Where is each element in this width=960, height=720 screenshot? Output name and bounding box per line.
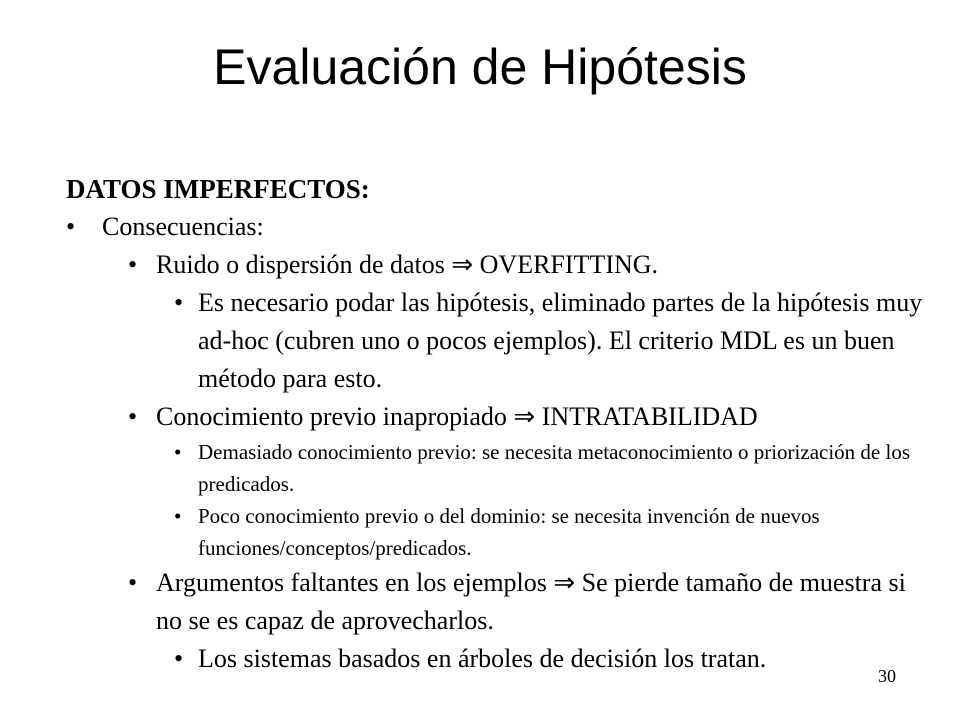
bullet-marker: • — [174, 644, 184, 673]
bullet-level3 — [66, 500, 936, 564]
bullet-marker: • — [128, 568, 138, 597]
bullet-text: Los sistemas basados en árboles de decisión los tratan. — [198, 644, 767, 673]
bullet-level1 — [66, 208, 936, 246]
bullet-marker: • — [128, 402, 138, 431]
bullet-text: Ruido o dispersión de datos ⇒ OVERFITTING. — [156, 250, 659, 279]
bullet-level2 — [66, 246, 936, 284]
slide-title: Evaluación de Hipótesis — [213, 39, 747, 95]
bullet-marker: • — [66, 212, 76, 241]
bullet-text: Es necesario podar las hipótesis, eliminado partes de la hipótesis muy ad-hoc (cubren uno o pocos ejemplos). El criterio MDL es un buen método para esto. — [198, 288, 923, 393]
bullet-text: Conocimiento previo inapropiado ⇒ INTRATABILIDAD — [156, 402, 758, 431]
bullet-level3 — [66, 640, 936, 678]
bullet-level2 — [66, 564, 936, 640]
bullet-text: Demasiado conocimiento previo: se necesita metaconocimiento o priorización de los predicados. — [198, 440, 911, 496]
page-number: 30 — [878, 666, 896, 686]
bullet-marker: • — [174, 440, 182, 464]
bullet-level3 — [66, 284, 936, 398]
bullet-text: Poco conocimiento previo o del dominio: se necesita invención de nuevos funciones/conceptos/predicados. — [198, 504, 820, 560]
bullet-marker: • — [174, 504, 182, 528]
bullet-text: Consecuencias: — [102, 212, 264, 241]
bullet-level2 — [66, 398, 936, 436]
bullet-text: Argumentos faltantes en los ejemplos ⇒ Se pierde tamaño de muestra si no se es capaz de aprovecharlos. — [156, 568, 906, 635]
slide-body — [66, 170, 936, 678]
section-heading: DATOS IMPERFECTOS: — [66, 174, 370, 204]
bullet-marker: • — [174, 288, 184, 317]
bullet-marker: • — [128, 250, 138, 279]
bullet-level3 — [66, 436, 936, 500]
